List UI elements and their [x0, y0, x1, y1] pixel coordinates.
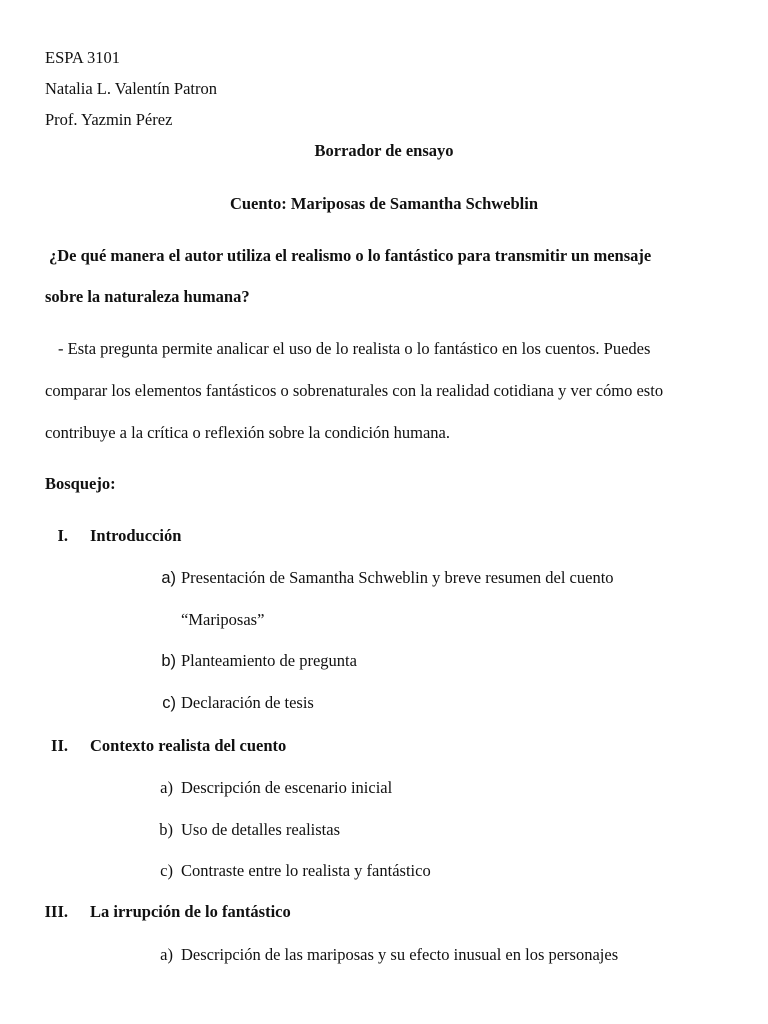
outline-item: Uso de detalles realistas [181, 820, 340, 839]
item-letter: a) [160, 778, 173, 797]
explanation-line-2: comparar los elementos fantásticos o sobrenaturales con la realidad cotidiana y ver cómo esto [45, 381, 664, 400]
item-letter: b) [161, 652, 176, 670]
outline-item: Presentación de Samantha Schweblin y breve resumen del cuento [181, 568, 614, 587]
outline-item: Planteamiento de pregunta [181, 651, 357, 670]
item-letter: c) [160, 861, 173, 880]
outline-heading: Bosquejo: [45, 474, 116, 493]
section-numeral: III. [44, 902, 68, 921]
item-letter: b) [159, 820, 173, 839]
section-title: La irrupción de lo fantástico [90, 902, 291, 921]
section-title: Introducción [90, 526, 182, 545]
question-line-1: ¿De qué manera el autor utiliza el realismo o lo fantástico para transmitir un mensaje [49, 246, 652, 265]
document-subtitle: Cuento: Mariposas de Samantha Schweblin [229, 194, 539, 213]
section-title: Contexto realista del cuento [90, 736, 287, 755]
document-title: Borrador de ensayo [314, 141, 454, 160]
outline-item: Declaración de tesis [181, 693, 314, 712]
outline-item: Descripción de escenario inicial [181, 778, 393, 797]
item-letter: a) [161, 569, 176, 587]
section-numeral: I. [57, 526, 68, 545]
outline-item: Descripción de las mariposas y su efecto inusual en los personajes [181, 945, 619, 964]
professor-name: Prof. Yazmin Pérez [45, 110, 173, 129]
student-name: Natalia L. Valentín Patron [45, 79, 217, 98]
explanation-line-1: - Esta pregunta permite analicar el uso de lo realista o lo fantástico en los cuentos. Puedes [58, 339, 651, 358]
item-letter: c) [162, 694, 176, 712]
outline-item: Contraste entre lo realista y fantástico [181, 861, 431, 880]
course-code: ESPA 3101 [45, 48, 121, 67]
explanation-line-3: contribuye a la crítica o reflexión sobre la condición humana. [45, 423, 451, 442]
item-letter: a) [160, 945, 173, 964]
section-numeral: II. [51, 736, 68, 755]
question-line-2: sobre la naturaleza humana? [45, 287, 250, 306]
outline-item-continuation: “Mariposas” [181, 610, 265, 629]
